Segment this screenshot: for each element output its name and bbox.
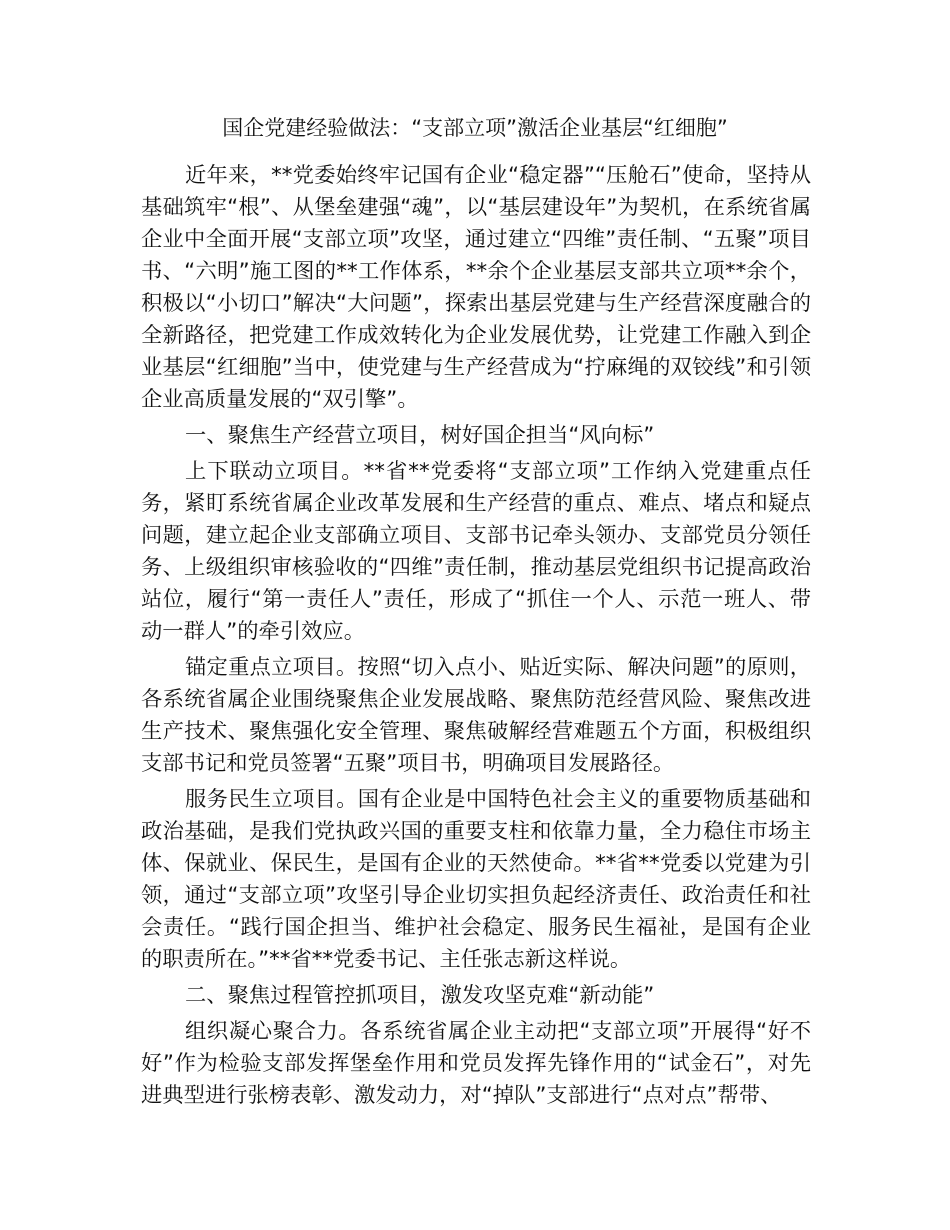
paragraph-intro: 近年来，**党委始终牢记国有企业“稳定器”“压舱石”使命，坚持从基础筑牢“根”、从堡垒建强“魂”，以“基层建设年”为契机，在系统省属企业中全面开展“支部立项”攻坚，通过建立“四维”责任制、“五聚”项目书、“六明”施工图的**工作体系，**余个企业基层支部共立项**余个，积极以“小切口”解决“大问题”，探索出基层党建与生产经营深度融合的全新路径，把党建工作成效转化为企业发展优势，让党建工作融入到企业基层“红细胞”当中，使党建与生产经营成为“拧麻绳的双铰线”和引领企业高质量发展的“双引擎”。 — [141, 163, 811, 412]
paragraph-focus: 锚定重点立项目。按照“切入点小、贴近实际、解决问题”的原则，各系统省属企业围绕聚焦企业发展战略、聚焦防范经营风险、聚焦改进生产技术、聚焦强化安全管理、聚焦破解经营难题五个方面，积极组织支部书记和党员签署“五聚”项目书，明确项目发展路径。 — [141, 655, 811, 776]
paragraph-linkage: 上下联动立项目。**省**党委将“支部立项”工作纳入党建重点任务，紧盯系统省属企业改革发展和生产经营的重点、难点、堵点和疑点问题，建立起企业支部确立项目、支部书记牵头领办、支部党员分领任务、上级组织审核验收的“四维”责任制，推动基层党组织书记提高政治站位，履行“第一责任人”责任，形成了“抓住一个人、示范一班人、带动一群人”的牵引效应。 — [141, 459, 811, 644]
paragraph-livelihood: 服务民生立项目。国有企业是中国特色社会主义的重要物质基础和政治基础，是我们党执政兴国的重要支柱和依靠力量，全力稳住市场主体、保就业、保民生，是国有企业的天然使命。**省**党委以党建为引领，通过“支部立项”攻坚引导企业切实担负起经济责任、政治责任和社会责任。“践行国企担当、维护社会稳定、服务民生福祉，是国有企业的职责所在。”**省**党委书记、主任张志新这样说。 — [141, 787, 811, 972]
document-title: 国企党建经验做法：“支部立项”激活企业基层“红细胞” — [222, 116, 728, 140]
section-heading-1: 一、聚焦生产经营立项目，树好国企担当“风向标” — [185, 423, 655, 448]
section-heading-2: 二、聚焦过程管控抓项目，激发攻坚克难“新动能” — [185, 983, 655, 1008]
document-body — [141, 160, 811, 1116]
paragraph-organize: 组织凝心聚合力。各系统省属企业主动把“支部立项”开展得“好不好”作为检验支部发挥堡垒作用和党员发挥先锋作用的“试金石”，对先进典型进行张榜表彰、激发动力，对“掉队”支部进行“点对点”帮带、 — [141, 1019, 811, 1108]
